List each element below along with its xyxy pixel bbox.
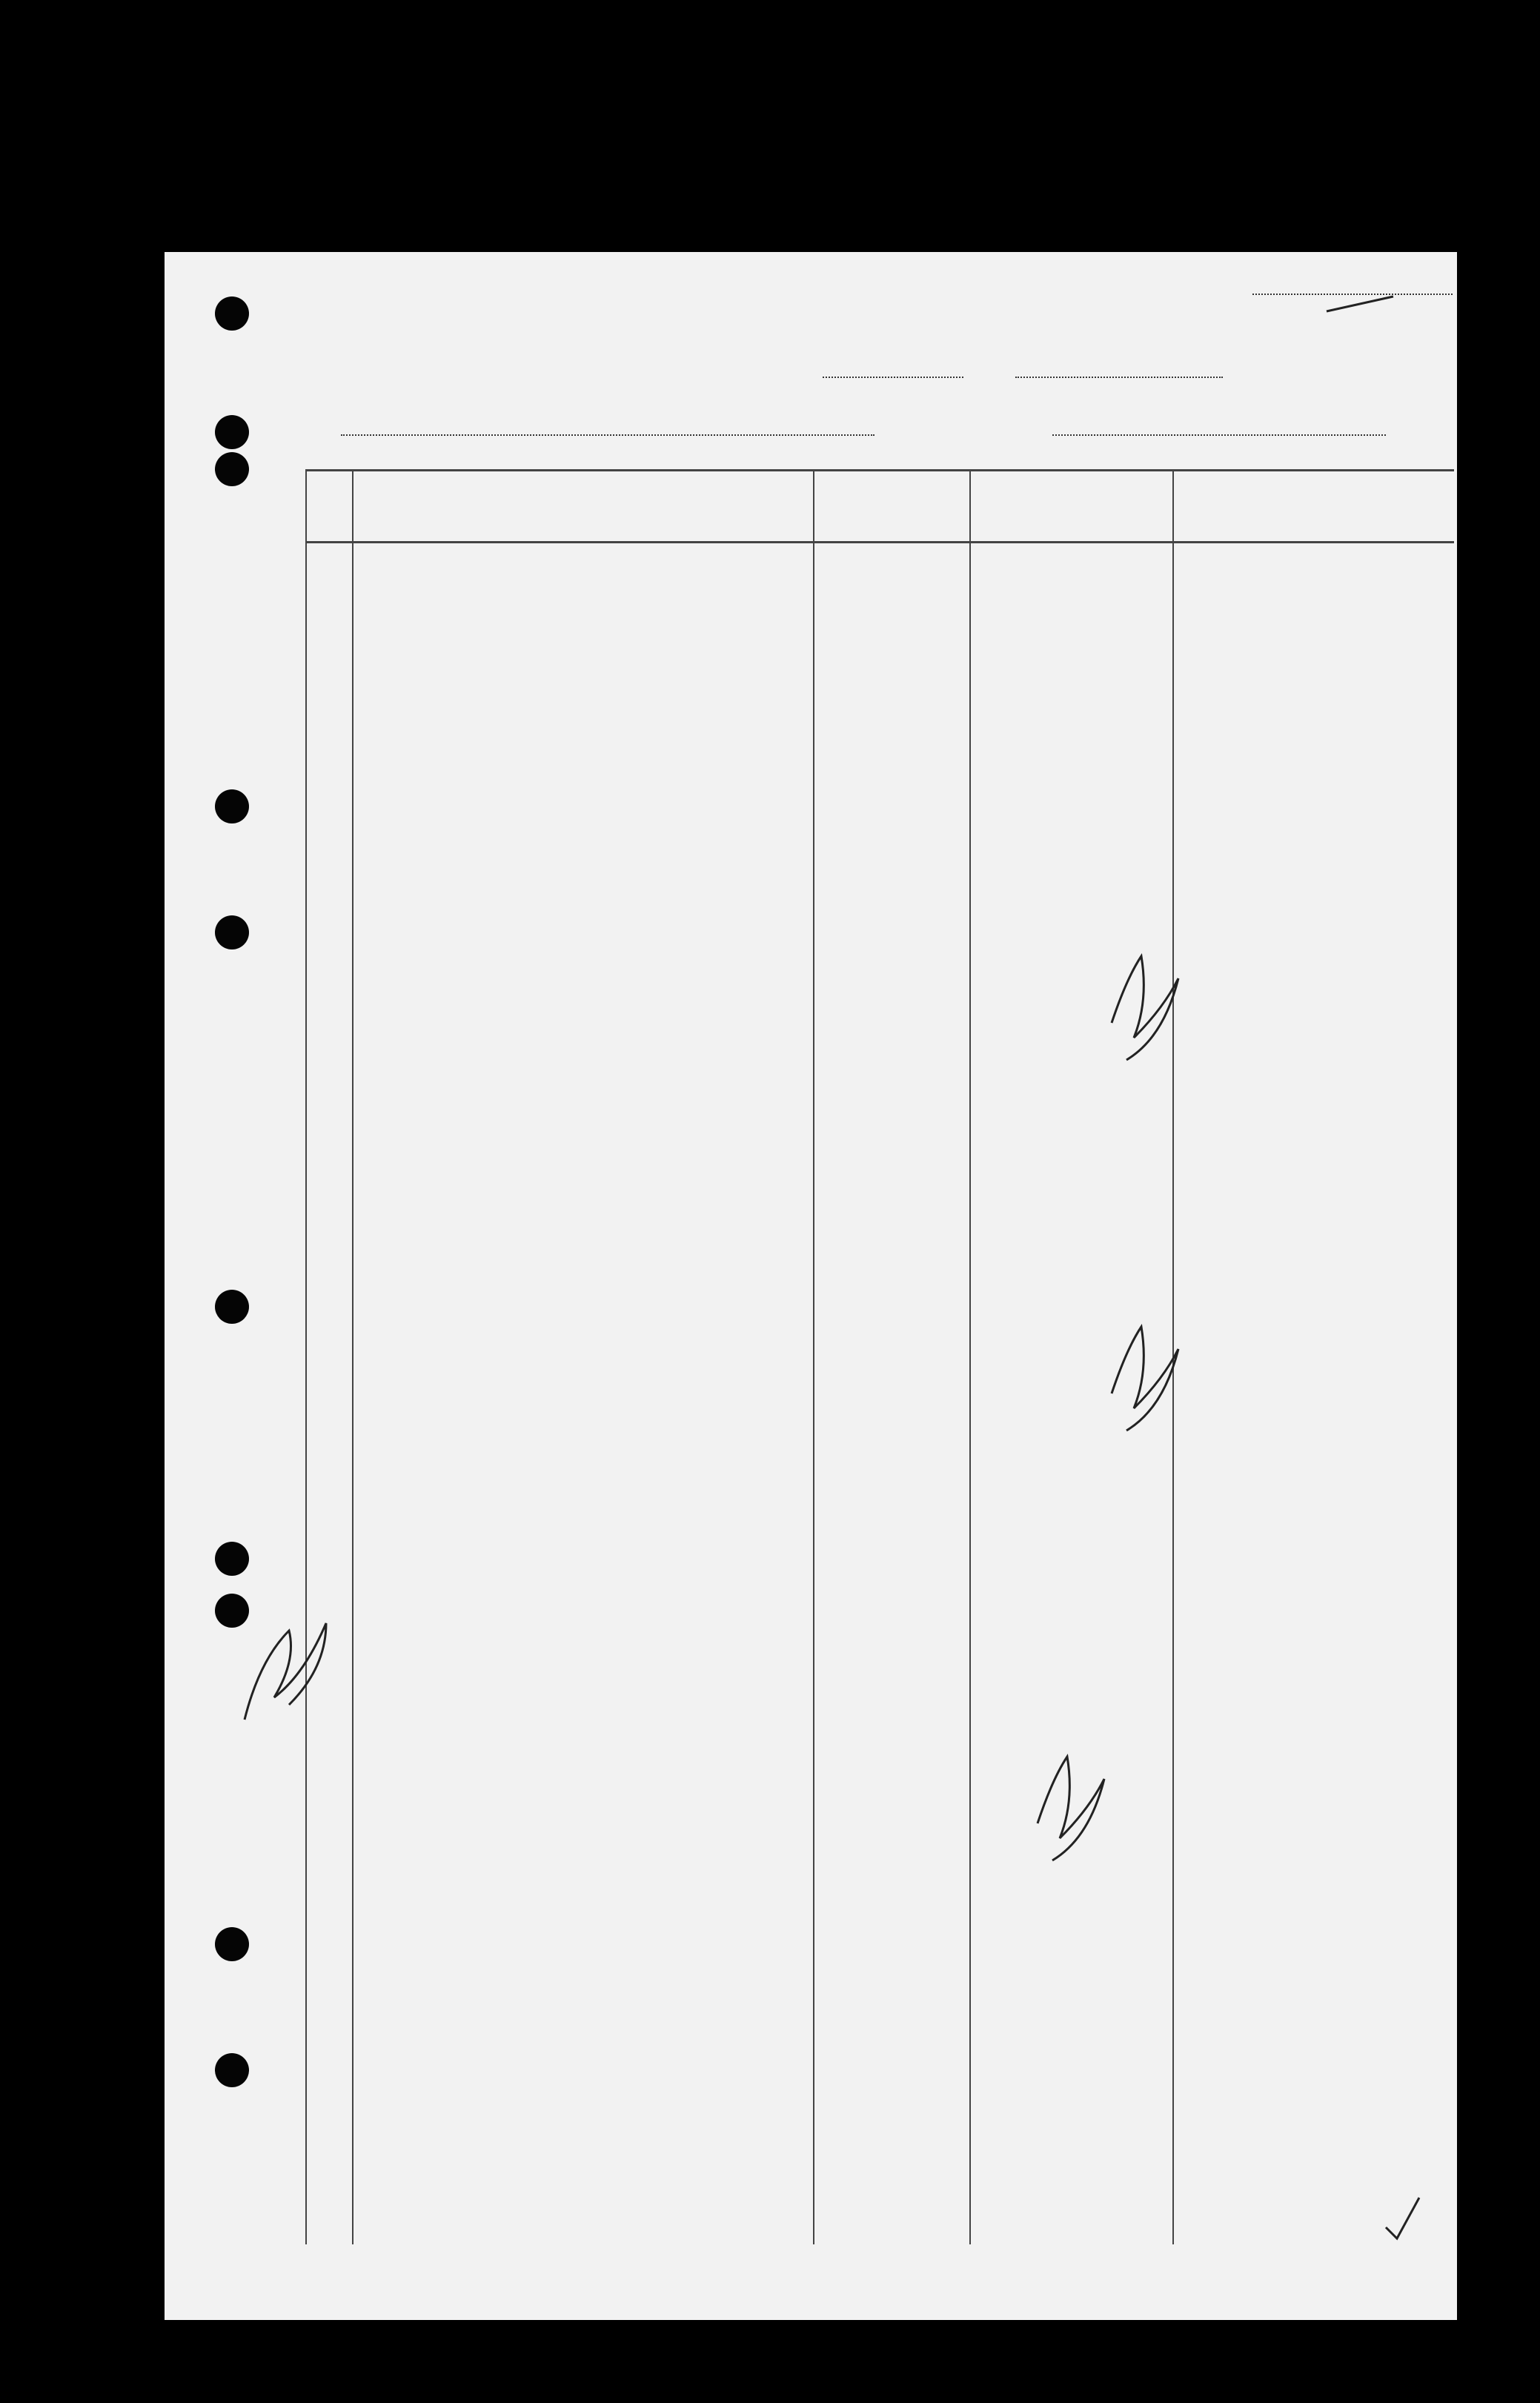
margin-signature (245, 1623, 326, 1720)
officer-signature (1038, 1757, 1104, 1860)
officer-signature (1112, 956, 1178, 1060)
checkmark (1386, 2198, 1419, 2238)
officer-signature (1112, 1327, 1178, 1431)
list-no-underline (1327, 296, 1393, 311)
